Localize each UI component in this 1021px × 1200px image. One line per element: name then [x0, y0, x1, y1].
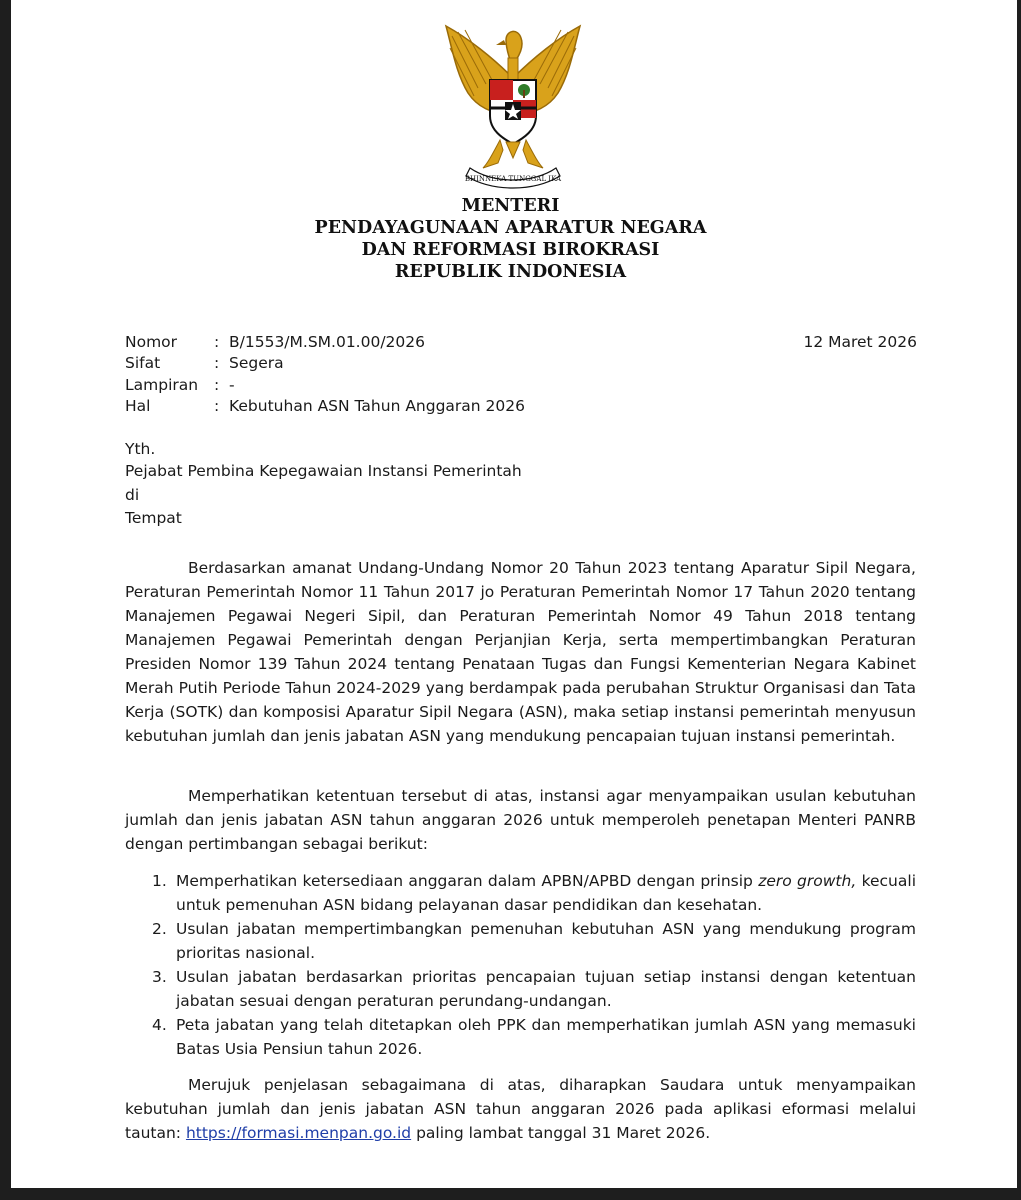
scan-edge-right: [1017, 0, 1021, 1200]
addressee-line-1: Yth.: [125, 440, 156, 458]
header-line-3: DAN REFORMASI BIROKRASI: [361, 240, 660, 260]
list-text: Memperhatikan ketersediaan anggaran dalam APBN/APBD dengan prinsip: [176, 872, 759, 890]
letter-date: 12 Maret 2026: [803, 333, 917, 351]
formasi-link[interactable]: https://formasi.menpan.go.id: [185, 1124, 412, 1142]
list-number: 2.: [152, 920, 167, 938]
addressee-line-3: di: [125, 486, 140, 504]
body-paragraph-1: Berdasarkan amanat Undang-Undang Nomor 20 Tahun 2023 tentang Aparatur Sipil Negara, Peraturan Pemerintah Nomor 11 Tahun 2017 jo Peraturan Pemerintah Nomor 17 Tahun 2020 tentang Manajemen Pegawai Negeri Sipil, dan Peraturan Pemerintah Nomor 49 Tahun 2018 tentang Manajemen Pegawai Pemerintah dengan Perjanjian Kerja, serta mempertimbangkan Peraturan Presiden Nomor 139 Tahun 2024 tentang Penataan Tugas dan Fungsi Kementerian Negara Kabinet Merah Putih Periode Tahun 2024-2029 yang berdampak pada perubahan Struktur Organisasi dan Tata Kerja (SOTK) dan komposisi Aparatur Sipil Negara (ASN), maka setiap instansi pemerintah menyusun kebutuhan jumlah dan jenis jabatan ASN yang mendukung pencapaian tujuan instansi pemerintah.: [125, 559, 916, 745]
meta-colon: :: [214, 354, 220, 372]
considerations-list: [152, 869, 916, 1061]
list-text: kecuali untuk pemenuhan ASN bidang pelayanan dasar pendidikan dan kesehatan.: [176, 872, 916, 914]
meta-value: B/1553/M.SM.01.00/2026: [229, 333, 426, 351]
scan-edge-bottom: [0, 1188, 1021, 1200]
list-text: Usulan jabatan mempertimbangkan pemenuhan kebutuhan ASN yang mendukung program prioritas nasional.: [176, 920, 916, 962]
garuda-pancasila-emblem-icon: [438, 18, 588, 193]
meta-colon: :: [214, 333, 220, 351]
list-item: [152, 917, 916, 965]
list-text-emphasis: zero growth,: [758, 872, 857, 890]
header-line-4: REPUBLIK INDONESIA: [394, 262, 627, 282]
list-item: [152, 1013, 916, 1061]
meta-label: Hal: [125, 397, 151, 415]
addressee-line-2: Pejabat Pembina Kepegawaian Instansi Pemerintah: [125, 462, 522, 480]
paragraph-text: paling lambat tanggal 31 Maret 2026.: [411, 1124, 711, 1142]
list-number: 3.: [152, 968, 167, 986]
list-item: [152, 965, 916, 1013]
meta-value: Segera: [229, 354, 284, 372]
header-line-2: PENDAYAGUNAAN APARATUR NEGARA: [314, 218, 707, 238]
list-text: Usulan jabatan berdasarkan prioritas pencapaian tujuan setiap instansi dengan ketentuan jabatan sesuai dengan peraturan perundang-undangan.: [176, 968, 916, 1010]
addressee-line-4: Tempat: [125, 509, 182, 527]
meta-value: Kebutuhan ASN Tahun Anggaran 2026: [229, 397, 525, 415]
meta-value: -: [229, 376, 235, 394]
list-number: 4.: [152, 1016, 167, 1034]
scan-edge-left: [0, 0, 11, 1200]
meta-label: Nomor: [125, 333, 178, 351]
emblem-motto: BHINNEKA TUNGGAL IKA: [464, 175, 562, 183]
paragraph-text: Merujuk penjelasan sebagaimana di atas, diharapkan Saudara untuk menyampaikan kebutuhan jumlah dan jenis jabatan ASN tahun anggaran 2026 pada aplikasi eformasi melalui tautan:: [125, 1076, 916, 1142]
list-number: 1.: [152, 872, 167, 890]
list-text: Peta jabatan yang telah ditetapkan oleh PPK dan memperhatikan jumlah ASN yang memasuki Batas Usia Pensiun tahun 2026.: [176, 1016, 916, 1058]
header-line-1: MENTERI: [461, 196, 560, 216]
body-paragraph-2: Memperhatikan ketentuan tersebut di atas, instansi agar menyampaikan usulan kebutuhan jumlah dan jenis jabatan ASN tahun anggaran 2026 untuk memperoleh penetapan Menteri PANRB dengan pertimbangan sebagai berikut:: [125, 787, 916, 853]
meta-label: Lampiran: [125, 376, 199, 394]
list-item: [152, 869, 916, 917]
body-paragraph-3: [125, 1073, 916, 1145]
meta-colon: :: [214, 397, 220, 415]
meta-colon: :: [214, 376, 220, 394]
meta-label: Sifat: [125, 354, 161, 372]
